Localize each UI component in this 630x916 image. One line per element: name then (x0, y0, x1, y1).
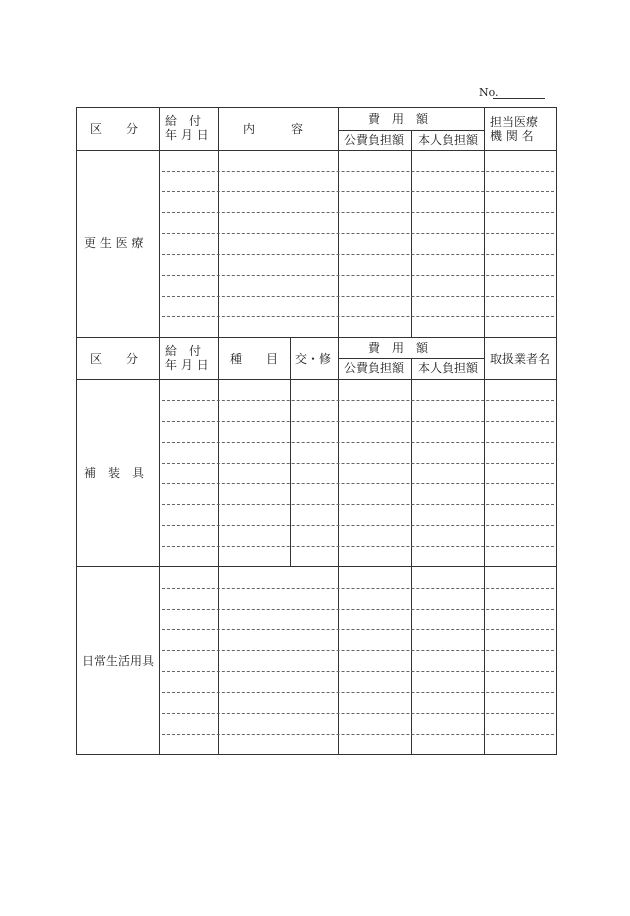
header-institution-line2: 機 関 名 (490, 129, 534, 143)
header-public-burden: 公費負担額 (344, 133, 405, 147)
entry-row-line (162, 609, 554, 610)
col-exchange-divider (290, 337, 291, 566)
entry-row-line (162, 400, 554, 401)
form-number-blank[interactable] (493, 98, 545, 99)
header-category: 区 分 (90, 352, 139, 366)
entry-row-line (162, 421, 554, 422)
entry-row-line (162, 171, 554, 172)
entry-row-line (162, 233, 554, 234)
header-category: 区 分 (90, 122, 139, 136)
entry-row-line (162, 713, 554, 714)
entry-row-line (162, 483, 554, 484)
entry-row-line (162, 254, 554, 255)
entry-row-line (162, 650, 554, 651)
entry-row-line (162, 525, 554, 526)
row-label-daily-living-goods: 日常生活用具 (82, 654, 155, 668)
header-cost: 費 用 額 (368, 112, 429, 126)
header-vendor-name: 取扱業者名 (490, 352, 551, 366)
header-exchange-repair: 交・修 (295, 352, 332, 366)
col-date-divider (218, 107, 219, 755)
header-item-type: 種 目 (230, 352, 279, 366)
entry-row-line (162, 316, 554, 317)
header-public-burden: 公費負担額 (344, 361, 405, 375)
entry-row-line (162, 629, 554, 630)
col-contents-divider (338, 107, 339, 755)
entry-row-line (162, 588, 554, 589)
header-personal-burden: 本人負担額 (418, 133, 479, 147)
row-label-rehabilitation-medical: 更 生 医 療 (84, 236, 144, 250)
entry-row-line (162, 296, 554, 297)
header-institution-line1: 担当医療 (490, 115, 539, 129)
entry-row-line (162, 212, 554, 213)
col-category-divider (159, 107, 160, 755)
form-number (479, 86, 499, 99)
header-date-line1: 給 付 (165, 344, 202, 358)
header-contents: 内 容 (243, 122, 304, 136)
header-personal-burden: 本人負担額 (418, 361, 479, 375)
entry-row-line (162, 463, 554, 464)
entry-row-line (162, 504, 554, 505)
col-burden-divider (484, 107, 485, 755)
header-cost: 費 用 額 (368, 341, 429, 355)
entry-row-line (162, 671, 554, 672)
header-date-line2: 年 月 日 (165, 128, 209, 142)
header-date-line1: 給 付 (165, 114, 202, 128)
row-label-prosthetics: 補 装 具 (84, 466, 145, 480)
header-date-line2: 年 月 日 (165, 358, 209, 372)
entry-row-line (162, 692, 554, 693)
form-number-label: No. (479, 86, 499, 99)
entry-row-line (162, 275, 554, 276)
entry-row-line (162, 191, 554, 192)
entry-row-line (162, 734, 554, 735)
col-cost-divider (411, 358, 412, 755)
entry-row-line (162, 442, 554, 443)
entry-row-line (162, 546, 554, 547)
